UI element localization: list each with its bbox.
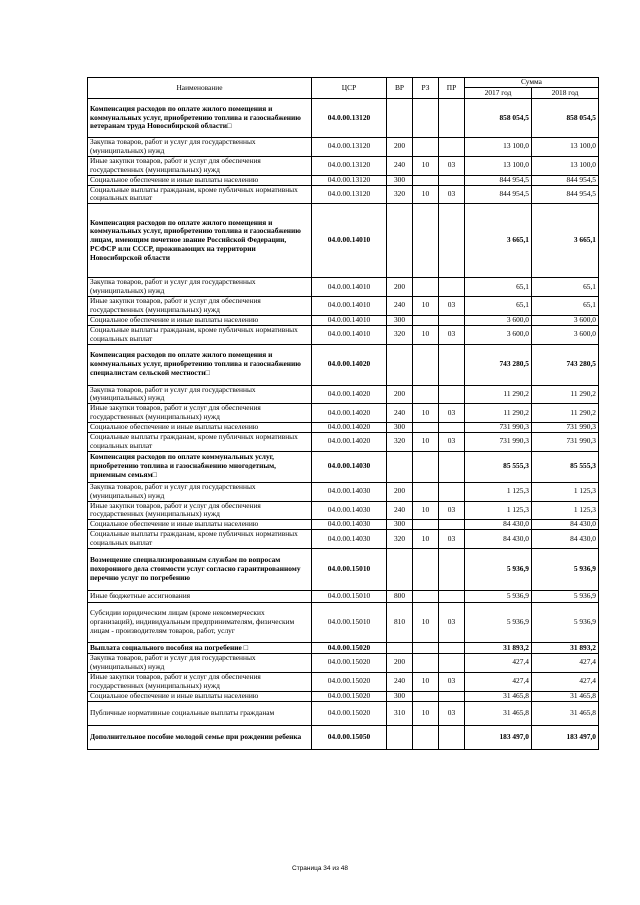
row-sum-2017: 427,4 — [465, 672, 532, 691]
row-pr — [439, 549, 465, 591]
row-sum-2018: 84 430,0 — [532, 520, 599, 530]
table-row — [88, 433, 599, 452]
row-sum-2018: 858 054,5 — [532, 99, 599, 138]
row-name: Закупка товаров, работ и услуг для государственных (муниципальных) нужд — [88, 278, 312, 297]
row-sum-2017: 11 290,2 — [465, 404, 532, 423]
row-name: Закупка товаров, работ и услуг для государственных (муниципальных) нужд — [88, 385, 312, 404]
row-csr: 04.0.00.13120 — [312, 138, 387, 157]
row-vr: 240 — [387, 404, 413, 423]
row-sum-2018: 1 125,3 — [532, 482, 599, 501]
row-pr: 03 — [439, 701, 465, 725]
row-name: Компенсация расходов по оплате жилого помещения и коммунальных услуг, приобретению топлива и газоснабжению лицам, имеющим почетное звание Российской Федерации, РСФСР или СССР, проживающих на территории Новосибирской области — [88, 204, 312, 278]
table-row — [88, 297, 599, 316]
row-sum-2017: 84 430,0 — [465, 520, 532, 530]
row-sum-2018: 3 665,1 — [532, 204, 599, 278]
row-name: Социальные выплаты гражданам, кроме публичных нормативных социальных выплат — [88, 185, 312, 204]
header-year-2018: 2018 год — [532, 88, 599, 99]
row-vr — [387, 643, 413, 654]
row-pr: 03 — [439, 156, 465, 175]
row-sum-2017: 31 893,2 — [465, 643, 532, 654]
row-sum-2018: 3 600,0 — [532, 315, 599, 325]
row-sum-2017: 858 054,5 — [465, 99, 532, 138]
row-vr — [387, 204, 413, 278]
row-pr — [439, 204, 465, 278]
table-row — [88, 138, 599, 157]
header-name: Наименование — [88, 78, 312, 99]
row-csr: 04.0.00.14020 — [312, 385, 387, 404]
table-row — [88, 654, 599, 673]
table-row — [88, 530, 599, 549]
row-sum-2018: 84 430,0 — [532, 530, 599, 549]
table-row — [88, 204, 599, 278]
row-csr: 04.0.00.15010 — [312, 603, 387, 643]
row-rz — [413, 591, 439, 603]
table-row — [88, 691, 599, 701]
table-row — [88, 344, 599, 385]
row-pr — [439, 175, 465, 185]
row-vr: 320 — [387, 433, 413, 452]
row-csr: 04.0.00.14010 — [312, 204, 387, 278]
row-vr: 320 — [387, 325, 413, 344]
row-vr: 810 — [387, 603, 413, 643]
row-name: Социальные выплаты гражданам, кроме публичных нормативных социальных выплат — [88, 433, 312, 452]
row-pr — [439, 591, 465, 603]
row-rz — [413, 344, 439, 385]
row-vr — [387, 451, 413, 482]
row-csr: 04.0.00.14030 — [312, 520, 387, 530]
row-csr: 04.0.00.14030 — [312, 501, 387, 520]
row-csr: 04.0.00.14020 — [312, 423, 387, 433]
row-sum-2018: 844 954,5 — [532, 175, 599, 185]
row-sum-2017: 844 954,5 — [465, 175, 532, 185]
row-vr — [387, 99, 413, 138]
row-pr: 03 — [439, 325, 465, 344]
row-csr: 04.0.00.14010 — [312, 278, 387, 297]
row-sum-2018: 85 555,3 — [532, 451, 599, 482]
row-vr: 800 — [387, 591, 413, 603]
page-footer: Страница 34 из 48 — [292, 865, 348, 872]
row-vr: 200 — [387, 138, 413, 157]
row-rz — [413, 99, 439, 138]
row-csr: 04.0.00.14010 — [312, 297, 387, 316]
row-pr — [439, 99, 465, 138]
row-name: Социальное обеспечение и иные выплаты населению — [88, 691, 312, 701]
row-csr: 04.0.00.14010 — [312, 325, 387, 344]
row-rz — [413, 643, 439, 654]
row-rz: 10 — [413, 185, 439, 204]
row-rz: 10 — [413, 701, 439, 725]
row-csr: 04.0.00.14020 — [312, 433, 387, 452]
row-name: Компенсация расходов по оплате коммунальных услуг, приобретению топлива и газоснабжению многодетным, приемным семьям□ — [88, 451, 312, 482]
row-vr: 200 — [387, 278, 413, 297]
row-vr: 320 — [387, 185, 413, 204]
table-row — [88, 520, 599, 530]
row-sum-2018: 31 893,2 — [532, 643, 599, 654]
row-rz: 10 — [413, 404, 439, 423]
row-csr: 04.0.00.14020 — [312, 344, 387, 385]
row-sum-2018: 731 990,3 — [532, 433, 599, 452]
row-name: Дополнительное пособие молодой семье при рождении ребенка — [88, 725, 312, 749]
row-csr: 04.0.00.13120 — [312, 175, 387, 185]
row-rz — [413, 423, 439, 433]
row-sum-2018: 731 990,3 — [532, 423, 599, 433]
row-sum-2017: 3 600,0 — [465, 325, 532, 344]
row-sum-2017: 743 280,5 — [465, 344, 532, 385]
row-name: Иные закупки товаров, работ и услуг для обеспечения государственных (муниципальных) нужд — [88, 297, 312, 316]
row-name: Социальное обеспечение и иные выплаты населению — [88, 175, 312, 185]
row-rz — [413, 175, 439, 185]
row-pr: 03 — [439, 297, 465, 316]
row-sum-2018: 31 465,8 — [532, 701, 599, 725]
row-sum-2017: 5 936,9 — [465, 591, 532, 603]
row-sum-2017: 731 990,3 — [465, 433, 532, 452]
row-rz: 10 — [413, 297, 439, 316]
table-row — [88, 385, 599, 404]
row-sum-2017: 65,1 — [465, 297, 532, 316]
row-name: Закупка товаров, работ и услуг для государственных (муниципальных) нужд — [88, 654, 312, 673]
row-name: Возмещение специализированным службам по вопросам похоронного дела стоимости услуг согласно гарантированному перечню услуг по погребению — [88, 549, 312, 591]
header-vr: ВР — [387, 78, 413, 99]
row-pr — [439, 725, 465, 749]
row-rz — [413, 654, 439, 673]
row-sum-2018: 65,1 — [532, 297, 599, 316]
row-sum-2018: 743 280,5 — [532, 344, 599, 385]
header-sum: Сумма — [465, 78, 599, 88]
row-rz: 10 — [413, 501, 439, 520]
table-body — [88, 99, 599, 750]
row-name: Субсидии юридическим лицам (кроме некоммерческих организаций), индивидуальным предпринимателям, физическим лицам - производителям товаров, работ, услуг — [88, 603, 312, 643]
row-name: Социальное обеспечение и иные выплаты населению — [88, 315, 312, 325]
row-vr — [387, 725, 413, 749]
row-sum-2017: 31 465,8 — [465, 701, 532, 725]
table-row — [88, 451, 599, 482]
row-sum-2017: 3 600,0 — [465, 315, 532, 325]
table-row — [88, 185, 599, 204]
table-row — [88, 725, 599, 749]
row-vr: 300 — [387, 175, 413, 185]
row-csr: 04.0.00.13120 — [312, 185, 387, 204]
table-row — [88, 156, 599, 175]
row-name: Выплата социального пособия на погребение □ — [88, 643, 312, 654]
row-rz: 10 — [413, 433, 439, 452]
row-vr: 300 — [387, 423, 413, 433]
table-row — [88, 591, 599, 603]
row-vr: 240 — [387, 501, 413, 520]
row-vr: 240 — [387, 297, 413, 316]
row-sum-2017: 731 990,3 — [465, 423, 532, 433]
row-name: Иные закупки товаров, работ и услуг для обеспечения государственных (муниципальных) нужд — [88, 156, 312, 175]
row-rz — [413, 691, 439, 701]
row-pr: 03 — [439, 185, 465, 204]
row-vr: 310 — [387, 701, 413, 725]
table-row — [88, 315, 599, 325]
row-rz: 10 — [413, 156, 439, 175]
row-pr: 03 — [439, 404, 465, 423]
row-sum-2017: 13 100,0 — [465, 138, 532, 157]
row-rz — [413, 520, 439, 530]
row-csr: 04.0.00.14030 — [312, 530, 387, 549]
table-row — [88, 643, 599, 654]
table-row — [88, 175, 599, 185]
row-csr: 04.0.00.14020 — [312, 404, 387, 423]
row-name: Закупка товаров, работ и услуг для государственных (муниципальных) нужд — [88, 482, 312, 501]
row-sum-2018: 427,4 — [532, 654, 599, 673]
row-csr: 04.0.00.14010 — [312, 315, 387, 325]
row-pr — [439, 315, 465, 325]
row-sum-2018: 1 125,3 — [532, 501, 599, 520]
row-sum-2018: 427,4 — [532, 672, 599, 691]
row-sum-2017: 13 100,0 — [465, 156, 532, 175]
row-sum-2018: 844 954,5 — [532, 185, 599, 204]
row-vr: 300 — [387, 520, 413, 530]
row-sum-2017: 11 290,2 — [465, 385, 532, 404]
row-rz — [413, 278, 439, 297]
row-rz: 10 — [413, 325, 439, 344]
row-vr — [387, 344, 413, 385]
row-sum-2018: 5 936,9 — [532, 603, 599, 643]
row-sum-2017: 844 954,5 — [465, 185, 532, 204]
row-pr — [439, 451, 465, 482]
row-rz — [413, 482, 439, 501]
row-csr: 04.0.00.13120 — [312, 156, 387, 175]
row-csr: 04.0.00.13120 — [312, 99, 387, 138]
row-csr: 04.0.00.15050 — [312, 725, 387, 749]
row-pr: 03 — [439, 672, 465, 691]
row-pr: 03 — [439, 530, 465, 549]
row-csr: 04.0.00.14030 — [312, 451, 387, 482]
row-sum-2018: 183 497,0 — [532, 725, 599, 749]
row-pr — [439, 643, 465, 654]
row-vr: 300 — [387, 315, 413, 325]
row-sum-2018: 13 100,0 — [532, 156, 599, 175]
row-pr — [439, 691, 465, 701]
row-vr: 200 — [387, 654, 413, 673]
row-csr: 04.0.00.15010 — [312, 591, 387, 603]
table-row — [88, 672, 599, 691]
table-row — [88, 501, 599, 520]
table-row — [88, 404, 599, 423]
row-vr: 200 — [387, 482, 413, 501]
row-rz: 10 — [413, 603, 439, 643]
row-pr — [439, 138, 465, 157]
row-sum-2018: 65,1 — [532, 278, 599, 297]
row-rz: 10 — [413, 672, 439, 691]
row-csr: 04.0.00.15020 — [312, 672, 387, 691]
row-sum-2018: 11 290,2 — [532, 404, 599, 423]
row-vr: 200 — [387, 385, 413, 404]
row-pr: 03 — [439, 501, 465, 520]
table-row — [88, 99, 599, 138]
header-year-2017: 2017 год — [465, 88, 532, 99]
row-vr: 240 — [387, 156, 413, 175]
table-row — [88, 603, 599, 643]
row-name: Публичные нормативные социальные выплаты гражданам — [88, 701, 312, 725]
row-pr — [439, 344, 465, 385]
row-sum-2017: 84 430,0 — [465, 530, 532, 549]
row-pr — [439, 278, 465, 297]
row-csr: 04.0.00.15010 — [312, 549, 387, 591]
header-csr: ЦСР — [312, 78, 387, 99]
row-vr: 240 — [387, 672, 413, 691]
row-sum-2018: 5 936,9 — [532, 591, 599, 603]
budget-table — [87, 77, 599, 750]
row-sum-2017: 3 665,1 — [465, 204, 532, 278]
header-rz: РЗ — [413, 78, 439, 99]
row-sum-2017: 85 555,3 — [465, 451, 532, 482]
row-rz — [413, 138, 439, 157]
table-row — [88, 423, 599, 433]
row-sum-2017: 5 936,9 — [465, 603, 532, 643]
row-name: Компенсация расходов по оплате жилого помещения и коммунальных услуг, приобретению топлива и газоснабжению специалистам сельской местности□ — [88, 344, 312, 385]
row-vr — [387, 549, 413, 591]
table-row — [88, 701, 599, 725]
row-csr: 04.0.00.15020 — [312, 691, 387, 701]
row-name: Закупка товаров, работ и услуг для государственных (муниципальных) нужд — [88, 138, 312, 157]
row-pr — [439, 385, 465, 404]
row-rz — [413, 315, 439, 325]
row-csr: 04.0.00.14030 — [312, 482, 387, 501]
row-pr — [439, 654, 465, 673]
row-sum-2018: 13 100,0 — [532, 138, 599, 157]
row-sum-2018: 31 465,8 — [532, 691, 599, 701]
row-pr: 03 — [439, 603, 465, 643]
table-row — [88, 325, 599, 344]
row-vr: 300 — [387, 691, 413, 701]
row-sum-2017: 1 125,3 — [465, 482, 532, 501]
row-pr — [439, 423, 465, 433]
row-rz — [413, 385, 439, 404]
row-name: Социальные выплаты гражданам, кроме публичных нормативных социальных выплат — [88, 325, 312, 344]
row-name: Иные закупки товаров, работ и услуг для обеспечения государственных (муниципальных) нужд — [88, 672, 312, 691]
row-sum-2017: 31 465,8 — [465, 691, 532, 701]
table-row — [88, 549, 599, 591]
row-pr: 03 — [439, 433, 465, 452]
row-vr: 320 — [387, 530, 413, 549]
row-name: Социальное обеспечение и иные выплаты населению — [88, 423, 312, 433]
row-name: Иные закупки товаров, работ и услуг для обеспечения государственных (муниципальных) нужд — [88, 404, 312, 423]
row-sum-2018: 11 290,2 — [532, 385, 599, 404]
row-name: Иные бюджетные ассигнования — [88, 591, 312, 603]
row-sum-2017: 5 936,9 — [465, 549, 532, 591]
table-row — [88, 482, 599, 501]
row-rz — [413, 204, 439, 278]
row-csr: 04.0.00.15020 — [312, 654, 387, 673]
row-name: Компенсация расходов по оплате жилого помещения и коммунальных услуг, приобретению топлива и газоснабжению ветеранам труда Новосибирской области□ — [88, 99, 312, 138]
row-sum-2017: 183 497,0 — [465, 725, 532, 749]
row-csr: 04.0.00.15020 — [312, 701, 387, 725]
row-sum-2018: 5 936,9 — [532, 549, 599, 591]
row-sum-2017: 1 125,3 — [465, 501, 532, 520]
table-row — [88, 278, 599, 297]
row-rz: 10 — [413, 530, 439, 549]
row-name: Социальное обеспечение и иные выплаты населению — [88, 520, 312, 530]
row-rz — [413, 725, 439, 749]
row-pr — [439, 482, 465, 501]
row-rz — [413, 451, 439, 482]
header-pr: ПР — [439, 78, 465, 99]
row-pr — [439, 520, 465, 530]
row-name: Социальные выплаты гражданам, кроме публичных нормативных социальных выплат — [88, 530, 312, 549]
row-rz — [413, 549, 439, 591]
row-sum-2017: 427,4 — [465, 654, 532, 673]
row-sum-2017: 65,1 — [465, 278, 532, 297]
row-name: Иные закупки товаров, работ и услуг для обеспечения государственных (муниципальных) нужд — [88, 501, 312, 520]
row-csr: 04.0.00.15020 — [312, 643, 387, 654]
row-sum-2018: 3 600,0 — [532, 325, 599, 344]
